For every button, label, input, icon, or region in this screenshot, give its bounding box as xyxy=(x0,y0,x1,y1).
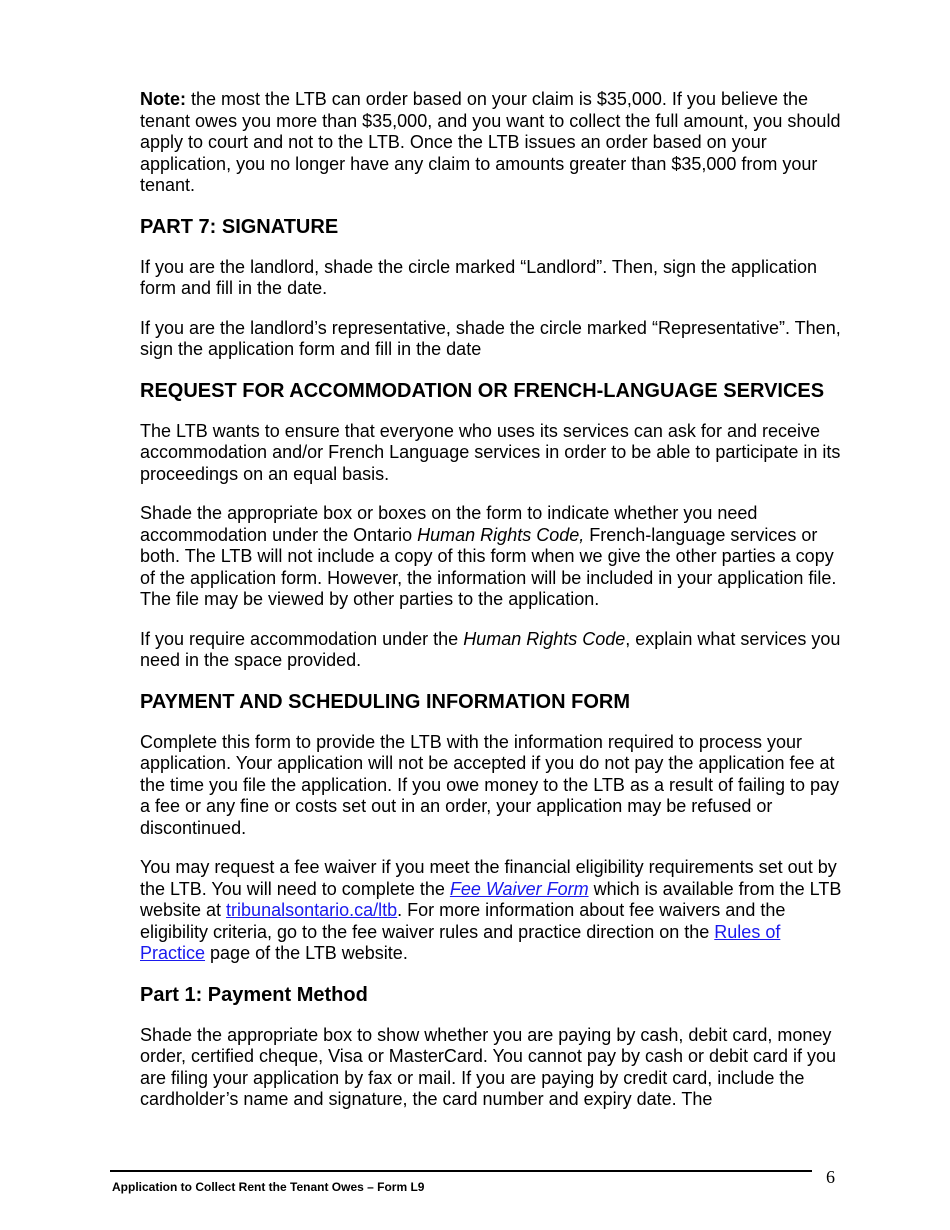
request-paragraph-1: The LTB wants to ensure that everyone who uses its services can ask for and receive accommodation and/or French Language services in order to be able to participate in its proceedings on an equal basis. xyxy=(140,420,841,484)
payment-paragraph-2 xyxy=(140,857,842,965)
payment-p2-text-d: page of the LTB website. xyxy=(205,943,408,963)
fee-waiver-form-link[interactable] xyxy=(450,879,589,899)
note-text: the most the LTB can order based on your claim is $35,000. If you believe the tenant owes you more than $35,000, and you want to collect the full amount, you should apply to court and not to the LTB. Once the LTB issues an order based on your application, you no longer have any claim to amounts greater than $35,000 from your tenant. xyxy=(140,89,841,195)
page-number: 6 xyxy=(826,1167,835,1187)
rules-of-practice-link[interactable]: Rules of Practice xyxy=(140,921,781,963)
part1-paragraph-1: Shade the appropriate box to show whether you are paying by cash, debit card, money order, certified cheque, Visa or MasterCard. You cannot pay by cash or debit card if you are filing your application by fax or mail. If you are paying by credit card, include the cardholder’s name and signature, the card number and expiry date. The xyxy=(140,1024,837,1109)
request-p2-text-b: French-language services or both. The LTB will not include a copy of this form when we give the other parties a copy of the application form. However, the information will be included in your application file. The file may be viewed by other parties to the application. xyxy=(140,524,837,609)
tribunals-ontario-link[interactable]: tribunalsontario.ca/ltb xyxy=(226,900,398,920)
human-rights-code-term: Human Rights Code, xyxy=(417,524,585,545)
part7-paragraph-1: If you are the landlord, shade the circle marked “Landlord”. Then, sign the application form and fill in the date. xyxy=(140,256,818,298)
request-paragraph-2 xyxy=(140,503,842,611)
payment-paragraph-1: Complete this form to provide the LTB with the information required to process your application. Your application will not be accepted if you do not pay the application fee at the time you file the application. If you owe money to the LTB as a result of failing to pay a fee or any fine or costs set out in an order, your application may be refused or discontinued. xyxy=(140,731,840,838)
request-paragraph-3 xyxy=(140,629,842,672)
payment-p2-text-b: which is available from the LTB website at xyxy=(140,878,842,920)
request-p3-text-a: If you require accommodation under the xyxy=(140,628,464,649)
footer-title: Application to Collect Rent the Tenant Owes – Form L9 xyxy=(112,1180,425,1194)
part7-paragraph-2: If you are the landlord’s representative, shade the circle marked “Representative”. Then, sign the application form and fill in the date xyxy=(140,317,841,359)
request-p2-text-a: Shade the appropriate box or boxes on the form to indicate whether you need accommodation under the Ontario xyxy=(140,503,758,545)
payment-p2-text-c: . For more information about fee waivers and the eligibility criteria, go to the fee waiver rules and practice direction on the xyxy=(140,900,786,942)
footer-divider xyxy=(110,1170,812,1172)
part7-heading: PART 7: SIGNATURE xyxy=(140,215,339,238)
document-body xyxy=(140,89,842,1129)
human-rights-code-term-2: Human Rights Code xyxy=(463,628,626,649)
payment-heading: PAYMENT AND SCHEDULING INFORMATION FORM xyxy=(140,690,630,713)
fee-waiver-form-link-text: Fee Waiver Form xyxy=(449,878,589,899)
payment-p2-text-a: You may request a fee waiver if you meet the financial eligibility requirements set out by the LTB. You will need to complete the xyxy=(140,857,837,899)
request-p3-text-b: , explain what services you need in the space provided. xyxy=(140,628,841,670)
part1-heading: Part 1: Payment Method xyxy=(140,983,368,1006)
note-label: Note: xyxy=(140,89,186,109)
request-heading: REQUEST FOR ACCOMMODATION OR FRENCH-LANGUAGE SERVICES xyxy=(140,379,825,402)
note-paragraph xyxy=(140,89,842,197)
